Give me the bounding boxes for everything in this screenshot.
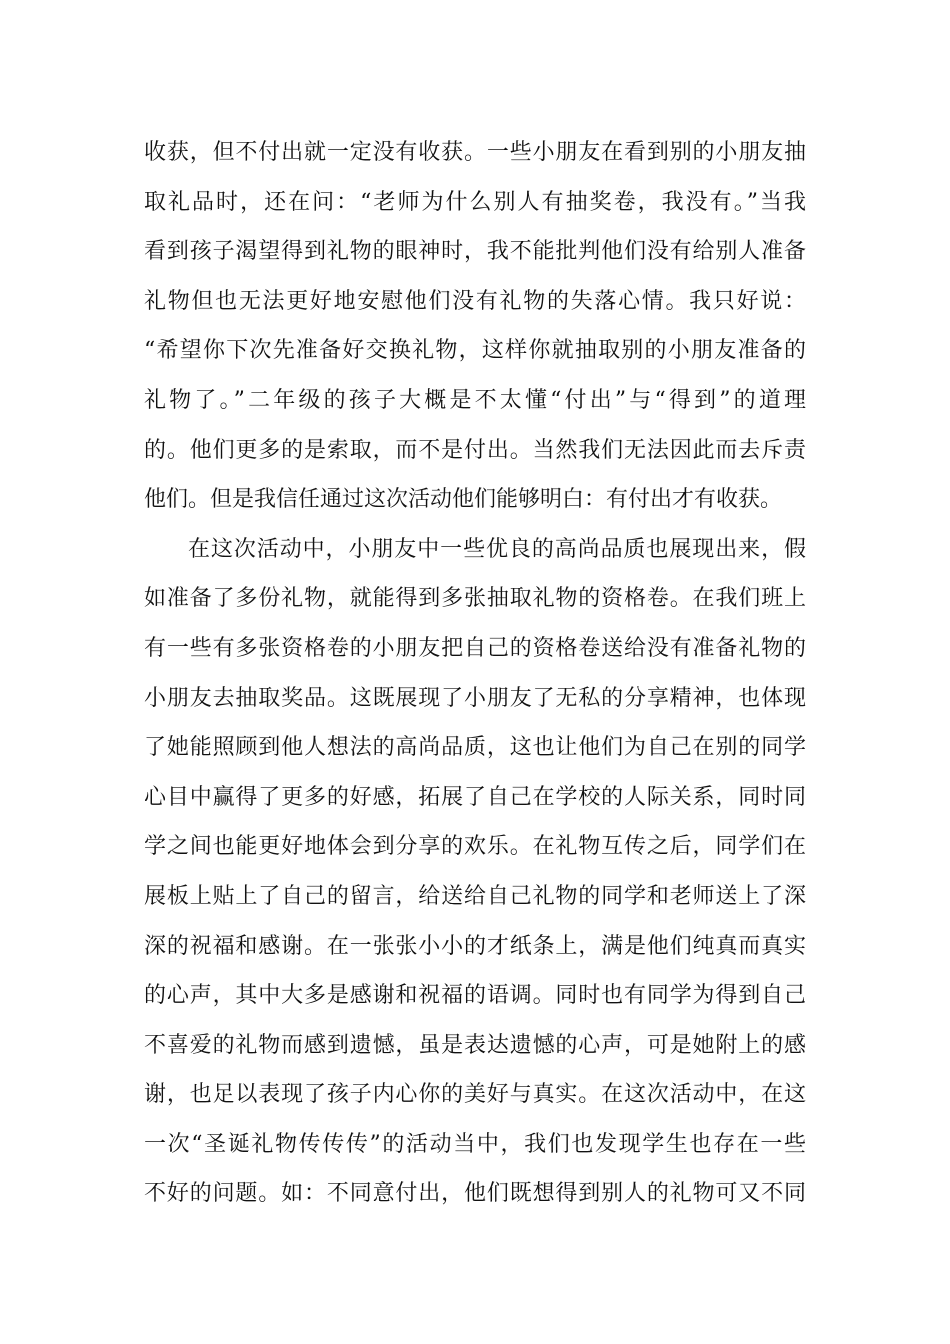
text-line: 一次“圣诞礼物传传传”的活动当中，我们也发现学生也存在一些 (144, 1131, 806, 1157)
text-line: 谢，也足以表现了孩子内心你的美好与真实。在这次活动中，在这 (144, 1082, 806, 1108)
text-line: 不喜爱的礼物而感到遗憾，虽是表达遗憾的心声，可是她附上的感 (144, 1032, 806, 1058)
text-line: 心目中赢得了更多的好感，拓展了自己在学校的人际关系，同时同 (144, 784, 806, 810)
text-line: 礼物了。”二年级的孩子大概是不太懂“付出”与“得到”的道理 (144, 387, 806, 413)
text-line: 礼物但也无法更好地安慰他们没有礼物的失落心情。我只好说： (144, 288, 806, 314)
text-line: 深的祝福和感谢。在一张张小小的才纸条上，满是他们纯真而真实 (144, 933, 806, 959)
paragraph-first-line: 在这次活动中，小朋友中一些优良的高尚品质也展现出来，假 (188, 536, 806, 562)
text-line: 展板上贴上了自己的留言，给送给自己礼物的同学和老师送上了深 (144, 883, 806, 909)
text-line: 如准备了多份礼物，就能得到多张抽取礼物的资格卷。在我们班上 (144, 586, 806, 612)
text-line: 学之间也能更好地体会到分享的欢乐。在礼物互传之后，同学们在 (144, 834, 806, 860)
text-line: 取礼品时，还在问：“老师为什么别人有抽奖卷，我没有。”当我 (144, 189, 806, 215)
text-line: 有一些有多张资格卷的小朋友把自己的资格卷送给没有准备礼物的 (144, 635, 806, 661)
text-line: 的。他们更多的是索取，而不是付出。当然我们无法因此而去斥责 (144, 437, 806, 463)
text-line: 他们。但是我信任通过这次活动他们能够明白：有付出才有收获。 (144, 487, 783, 513)
text-line: 收获，但不付出就一定没有收获。一些小朋友在看到别的小朋友抽 (144, 140, 806, 165)
text-line: 了她能照顾到他人想法的高尚品质，这也让他们为自己在别的同学 (144, 735, 806, 761)
body-text (144, 128, 806, 1219)
text-line: 小朋友去抽取奖品。这既展现了小朋友了无私的分享精神，也体现 (144, 685, 806, 711)
text-line: 看到孩子渴望得到礼物的眼神时，我不能批判他们没有给别人准备 (144, 239, 806, 265)
text-line: 的心声，其中大多是感谢和祝福的语调。同时也有同学为得到自己 (144, 983, 806, 1009)
text-line: “希望你下次先准备好交换礼物，这样你就抽取别的小朋友准备的 (144, 338, 806, 364)
text-line: 不好的问题。如：不同意付出，他们既想得到别人的礼物可又不同 (144, 1181, 806, 1207)
